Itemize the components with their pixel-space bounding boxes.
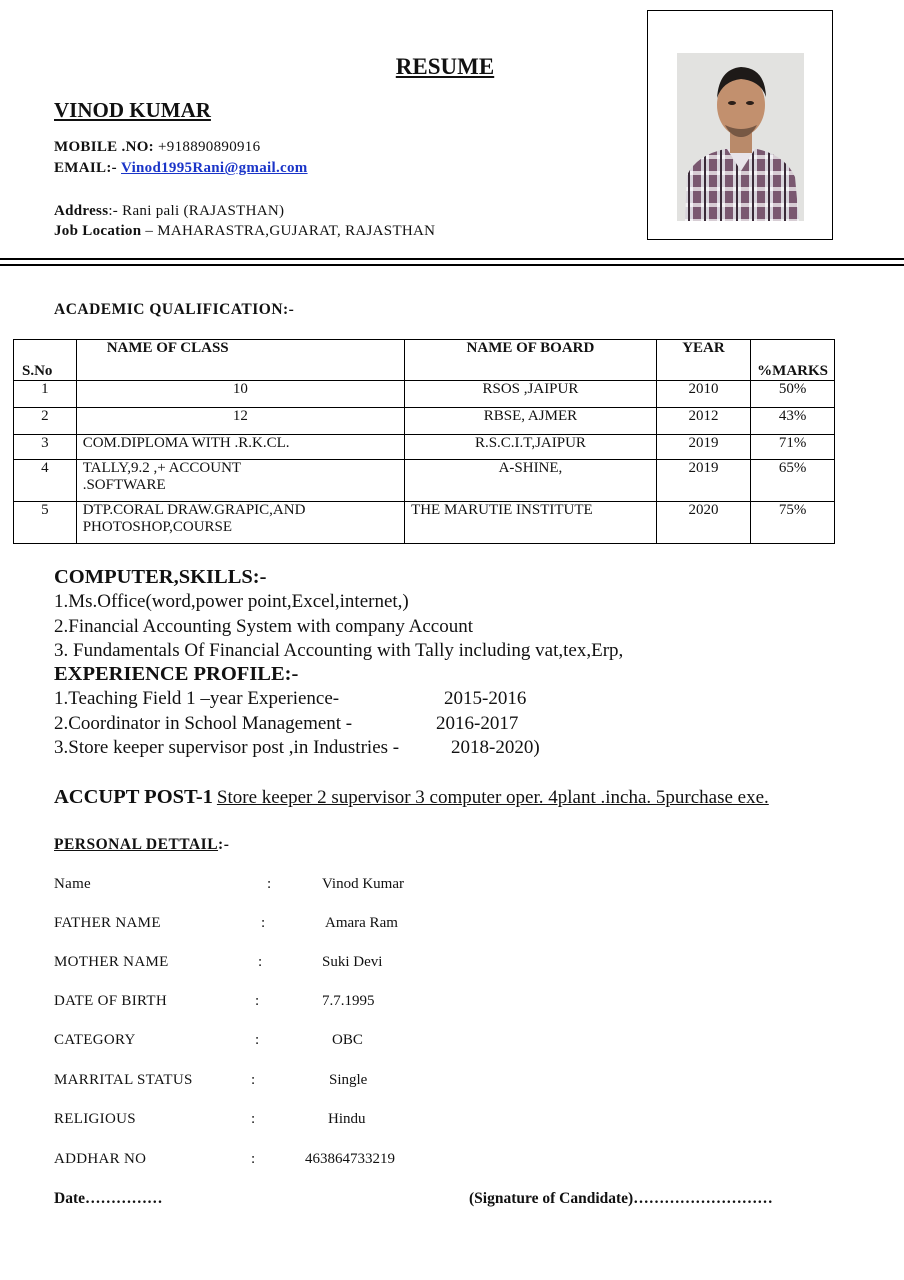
cell-year: 2020 (656, 502, 750, 544)
job-location-line (54, 223, 435, 240)
personal-value: OBC (332, 1032, 363, 1048)
cell-marks: 65% (751, 460, 835, 502)
table-row (14, 435, 835, 460)
experience-period: 2018-2020) (451, 737, 540, 758)
personal-colon: : (251, 1151, 256, 1167)
personal-value: Amara Ram (325, 915, 398, 931)
personal-value: Suki Devi (322, 954, 383, 970)
personal-label: Name (54, 876, 92, 892)
cell-sno: 2 (14, 408, 77, 435)
cell-year: 2012 (656, 408, 750, 435)
resume-title: RESUME (395, 54, 495, 79)
skill-item: 1.Ms.Office(word,power point,Excel,internet,) (54, 591, 409, 612)
personal-label: RELIGIOUS (54, 1111, 136, 1127)
personal-value: Vinod Kumar (322, 876, 405, 892)
personal-colon: : (251, 1072, 256, 1088)
personal-heading (54, 836, 229, 854)
table-header-row (14, 340, 835, 381)
cell-class: 12 (76, 408, 404, 435)
mobile-value: +918890890916 (153, 139, 261, 155)
experience-item: 3.Store keeper supervisor post ,in Industries - (54, 737, 400, 758)
personal-colon: : (251, 1111, 256, 1127)
experience-item: 2.Coordinator in School Management - (54, 713, 353, 734)
cell-class: COM.DIPLOMA WITH .R.K.CL. (76, 435, 404, 460)
cell-sno: 4 (14, 460, 77, 502)
personal-colon: : (255, 993, 260, 1009)
personal-value: 463864733219 (305, 1151, 395, 1167)
mobile-line (54, 139, 260, 156)
candidate-photo (677, 53, 804, 221)
cell-marks: 71% (751, 435, 835, 460)
skills-heading: COMPUTER,SKILLS:- (54, 566, 267, 588)
cell-year: 2019 (656, 460, 750, 502)
table-row (14, 502, 835, 544)
personal-value: Single (329, 1072, 368, 1088)
personal-label: ADDHAR NO (54, 1151, 147, 1167)
email-label: EMAIL:- (54, 160, 117, 176)
cell-board: RSOS ,JAIPUR (405, 381, 657, 408)
personal-colon: : (267, 876, 272, 892)
cell-year: 2019 (656, 435, 750, 460)
job-location-label: Job Location (54, 223, 142, 239)
cell-class: 10 (76, 381, 404, 408)
table-row (14, 460, 835, 502)
table-row (14, 408, 835, 435)
cell-sno: 1 (14, 381, 77, 408)
candidate-name: VINOD KUMAR (54, 98, 211, 122)
header-marks: %MARKS (751, 340, 835, 381)
cell-sno: 3 (14, 435, 77, 460)
address-line (54, 203, 284, 220)
academic-table (13, 339, 835, 544)
personal-colon: : (255, 1032, 260, 1048)
experience-item: 1.Teaching Field 1 –year Experience- (54, 688, 340, 709)
personal-colon: : (258, 954, 263, 970)
cell-year: 2010 (656, 381, 750, 408)
header-class: NAME OF CLASS (76, 340, 404, 381)
date-field: Date…………… (54, 1190, 163, 1207)
cell-marks: 50% (751, 381, 835, 408)
cell-board: R.S.C.I.T,JAIPUR (405, 435, 657, 460)
cell-class: TALLY,9.2 ,+ ACCOUNT .SOFTWARE (76, 460, 404, 502)
personal-label: MARRITAL STATUS (54, 1072, 193, 1088)
experience-period: 2015-2016 (444, 688, 527, 709)
accept-post-label: ACCUPT POST-1 (54, 786, 213, 808)
mobile-label: MOBILE .NO: (54, 139, 154, 155)
header-divider-bottom (0, 264, 904, 266)
email-link[interactable]: Vinod1995Rani@gmail.com (121, 160, 308, 176)
experience-heading: EXPERIENCE PROFILE:- (54, 663, 299, 685)
accept-post-value: Store keeper 2 supervisor 3 computer oper. 4plant .incha. 5purchase exe. (216, 787, 769, 808)
address-value: :- Rani pali (RAJASTHAN) (108, 203, 285, 219)
job-location-value: – MAHARASTRA,GUJARAT, RAJASTHAN (141, 223, 436, 239)
signature-field: (Signature of Candidate)……………………… (469, 1190, 773, 1207)
cell-class: DTP.CORAL DRAW.GRAPIC,AND PHOTOSHOP,COURSE (76, 502, 404, 544)
personal-value: 7.7.1995 (322, 993, 375, 1009)
skill-item: 2.Financial Accounting System with company Account (54, 616, 473, 637)
personal-label: DATE OF BIRTH (54, 993, 168, 1009)
cell-board: A-SHINE, (405, 460, 657, 502)
email-line (54, 160, 308, 177)
personal-value: Hindu (328, 1111, 366, 1127)
experience-period: 2016-2017 (436, 713, 519, 734)
header-sno: S.No (14, 340, 77, 381)
cell-marks: 75% (751, 502, 835, 544)
academic-heading: ACADEMIC QUALIFICATION:- (54, 301, 295, 318)
cell-marks: 43% (751, 408, 835, 435)
personal-label: CATEGORY (54, 1032, 136, 1048)
skill-item: 3. Fundamentals Of Financial Accounting with Tally including vat,tex,Erp, (54, 640, 624, 661)
header-board: NAME OF BOARD (405, 340, 657, 381)
address-label: Address (54, 203, 109, 219)
header-divider-top (0, 258, 904, 260)
personal-heading-suffix: :- (218, 836, 230, 853)
cell-sno: 5 (14, 502, 77, 544)
table-row (14, 381, 835, 408)
cell-board: THE MARUTIE INSTITUTE (405, 502, 657, 544)
personal-label: FATHER NAME (54, 915, 161, 931)
header-year: YEAR (656, 340, 750, 381)
personal-label: MOTHER NAME (54, 954, 169, 970)
personal-heading-text: PERSONAL DETTAIL (54, 836, 219, 853)
cell-board: RBSE, AJMER (405, 408, 657, 435)
accept-post-line (54, 786, 769, 809)
personal-colon: : (261, 915, 266, 931)
